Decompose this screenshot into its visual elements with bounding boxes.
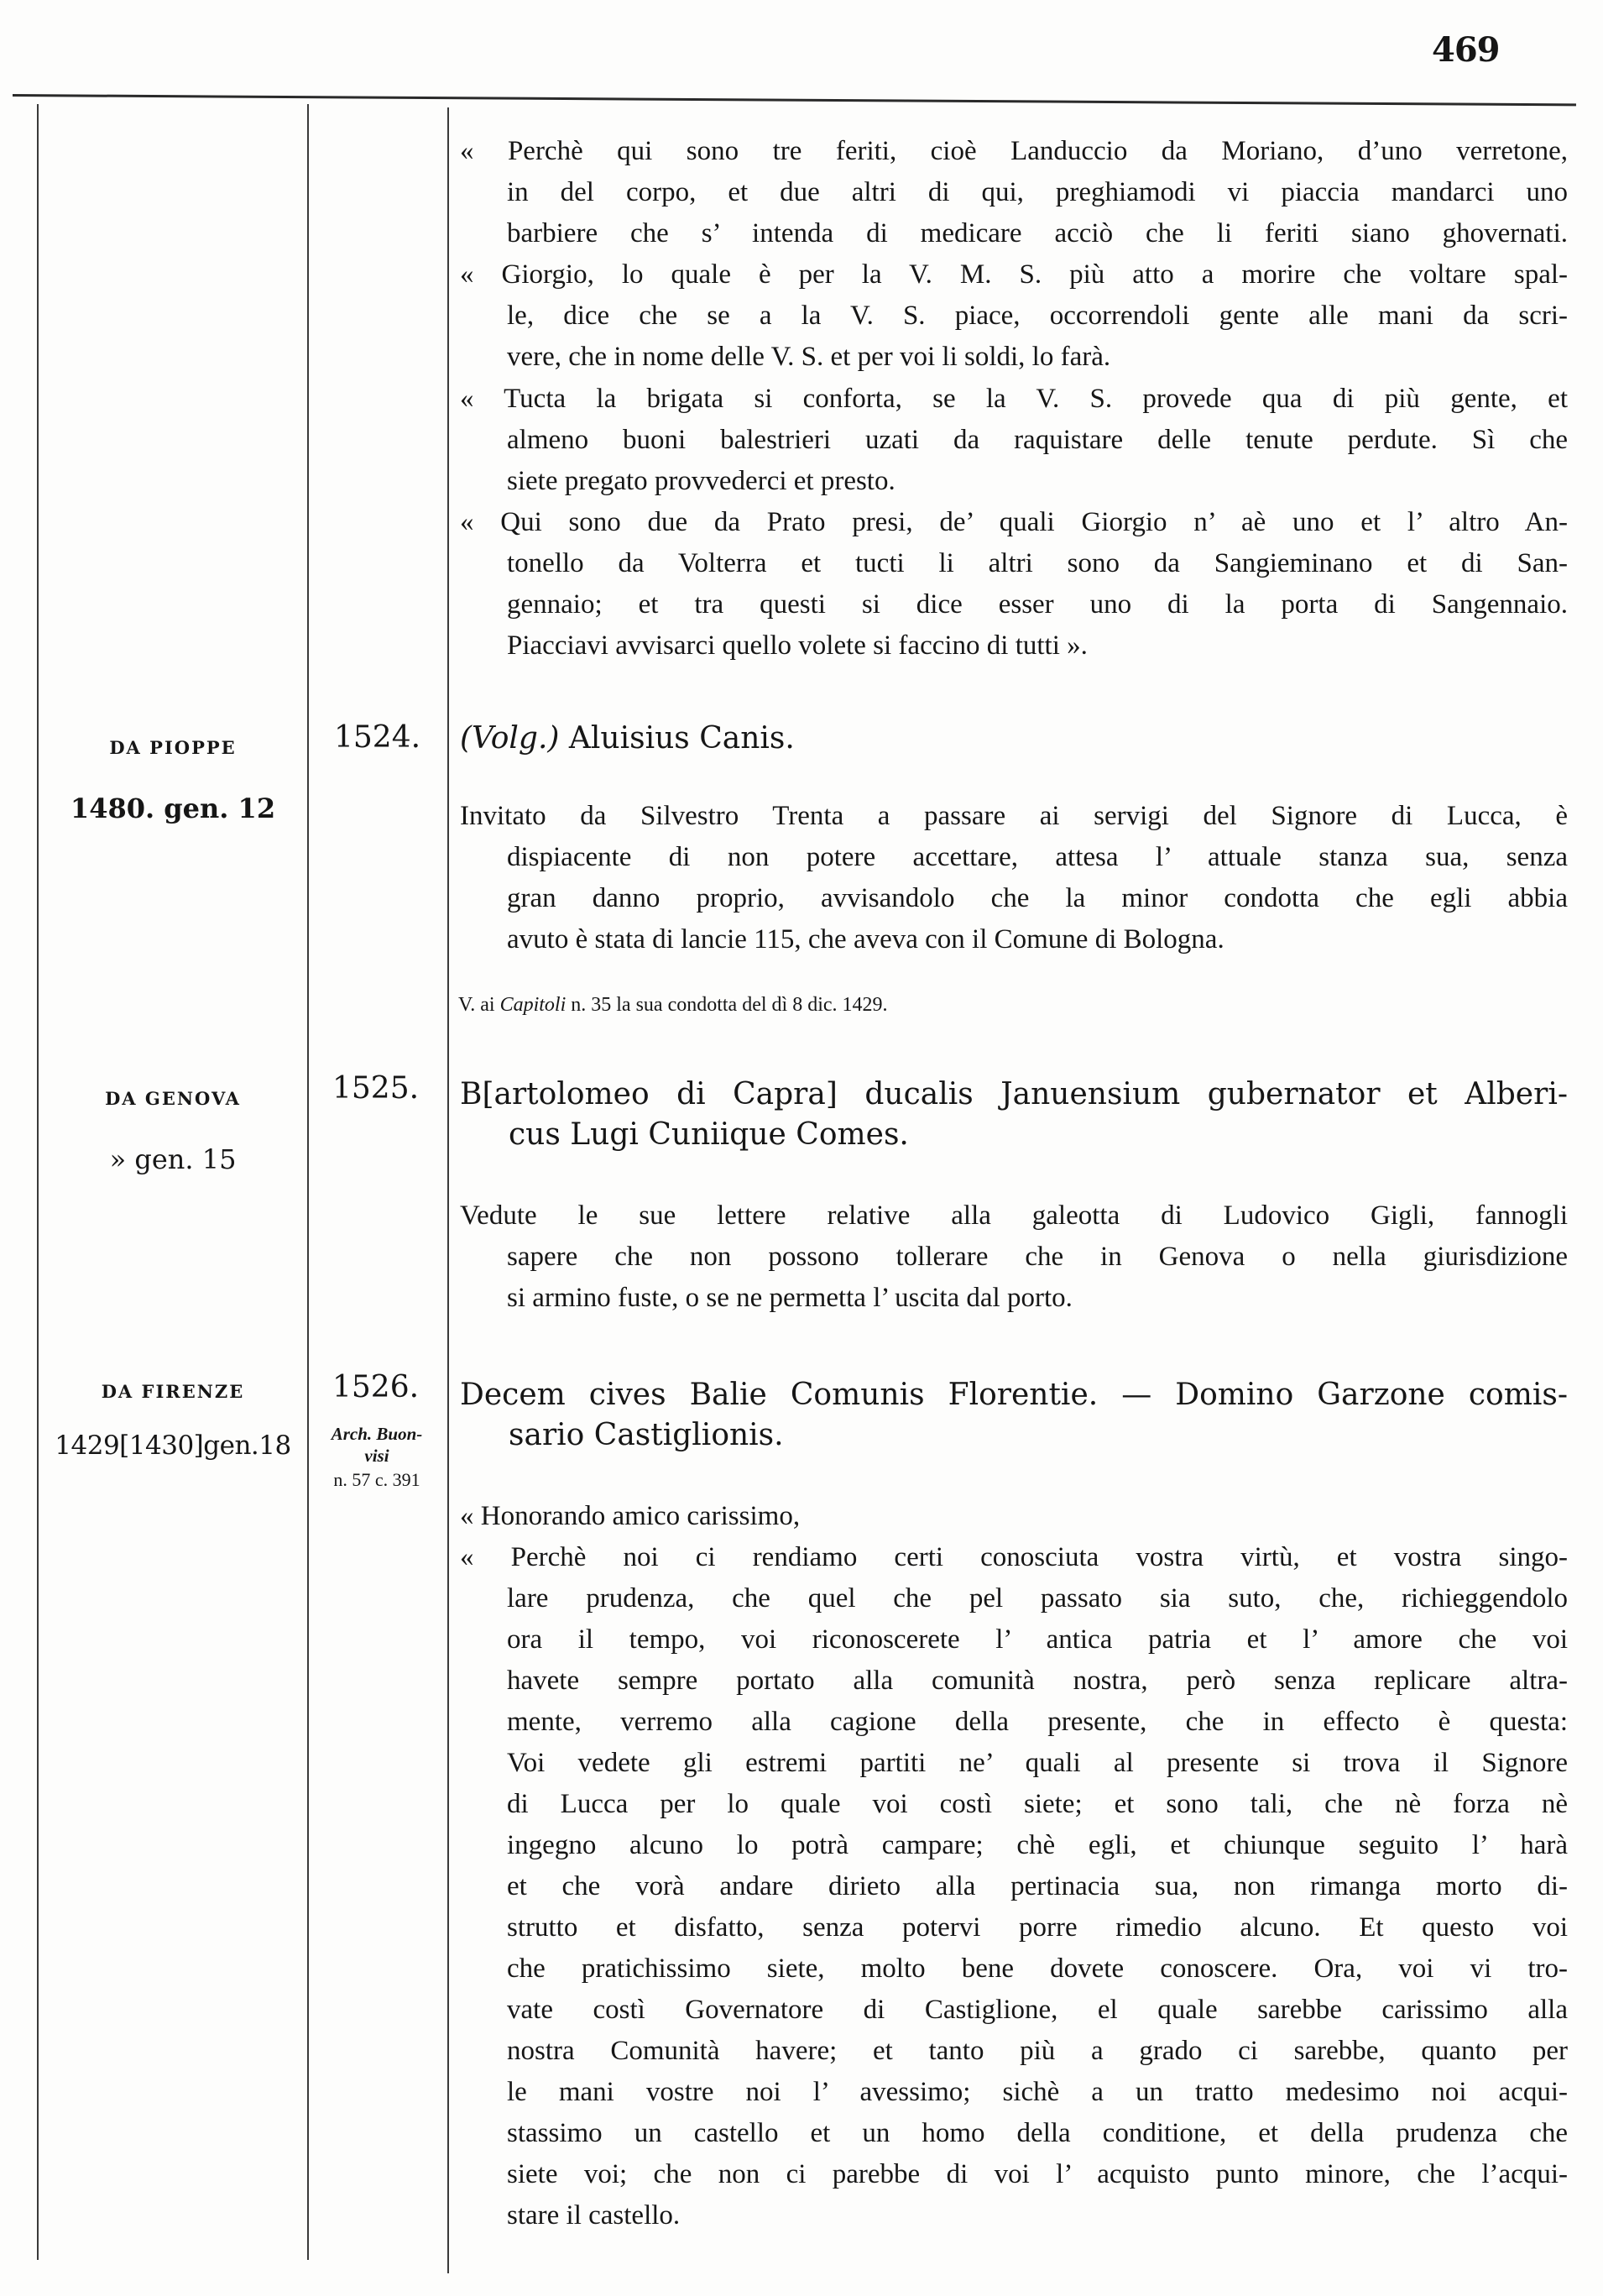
entry-heading: sario Castiglionis. xyxy=(509,1418,784,1452)
text-line: siete pregato provvederci et presto. xyxy=(507,466,895,496)
text-line: avuto è stata di lancie 115, che aveva con il Comune di Bologna. xyxy=(507,924,1224,954)
text-line: le mani vostre noi l’ avessimo; sichè a un tratto medesimo noi acqui- xyxy=(507,2077,1568,2107)
text-line: almeno buoni balestrieri uzati da raquistare delle tenute perdute. Sì che xyxy=(507,425,1568,455)
text-line: « Giorgio, lo quale è per la V. M. S. più atto a morire che voltare spal- xyxy=(460,259,1568,290)
heading-italic: (Volg.) xyxy=(460,721,560,756)
text-line: stare il castello. xyxy=(507,2200,681,2231)
text-line: lare prudenza, che quel che pel passato sia suto, che, richieggendolo xyxy=(507,1583,1568,1613)
column-rule-right xyxy=(447,107,449,2273)
entry-date: 1429[1430]gen.18 xyxy=(55,1430,291,1461)
entry-heading xyxy=(460,720,795,757)
entry-number: 1526. xyxy=(332,1370,420,1404)
text-line: « Tucta la brigata si conforta, se la V. S. provede qua di più gente, et xyxy=(460,384,1568,414)
entry-date: 1480. gen. 12 xyxy=(70,792,276,824)
text-line: havete sempre portato alla comunità nostra, però senza replicare altra- xyxy=(507,1666,1568,1696)
archive-ref-line2: visi xyxy=(364,1446,389,1466)
text-line: mente, verremo alla cagione della presente, che in effecto è questa: xyxy=(507,1707,1568,1737)
entry-number: 1525. xyxy=(332,1071,420,1106)
text-line: che pratichissimo siete, molto bene dovete conoscere. Ora, voi vi tro- xyxy=(507,1953,1568,1984)
text-line: di Lucca per lo quale voi costì siete; et sono tali, che nè forza nè xyxy=(507,1789,1568,1819)
text-line: siete voi; che non ci parebbe di voi l’ acquisto punto minore, che l’acqui- xyxy=(507,2159,1568,2189)
entry-origin: DA PIOPPE xyxy=(109,737,237,758)
text-line: vate costì Governatore di Castiglione, el quale sarebbe carissimo alla xyxy=(507,1995,1568,2025)
text-line: stassimo un castello et un homo della conditione, et della prudenza che xyxy=(507,2118,1568,2148)
text-line: Vedute le sue lettere relative alla galeotta di Ludovico Gigli, fannogli xyxy=(460,1200,1568,1231)
archive-ref-line3: n. 57 c. 391 xyxy=(333,1469,420,1490)
entry-origin: DA GENOVA xyxy=(105,1088,241,1109)
entry-heading: cus Lugi Cuniique Comes. xyxy=(509,1117,909,1152)
entry-number: 1524. xyxy=(334,720,421,755)
text-line: et che vorà andare dirieto alla pertinacia sua, non rimanga morto di- xyxy=(507,1871,1568,1901)
text-line: « Perchè qui sono tre feriti, cioè Landuccio da Moriano, d’uno verretone, xyxy=(460,136,1568,166)
archive-ref-line1: Arch. Buon- xyxy=(331,1424,423,1444)
column-rule-middle xyxy=(307,104,309,2260)
text-line: vere, che in nome delle V. S. et per voi li soldi, lo farà. xyxy=(507,342,1111,372)
text-line: tonello da Volterra et tucti li altri sono da Sangieminano et di San- xyxy=(507,548,1568,578)
page-number: 469 xyxy=(1432,30,1500,70)
text-line: strutto et disfatto, senza potervi porre rimedio alcuno. Et questo voi xyxy=(507,1912,1568,1943)
text-line: in del corpo, et due altri di qui, preghiamodi vi piaccia mandarci uno xyxy=(507,177,1568,207)
entry-heading: B[artolomeo di Capra] ducalis Januensium gubernator et Alberi- xyxy=(460,1077,1568,1111)
text-line: barbiere che s’ intenda di medicare acciò che li feriti siano ghovernati. xyxy=(507,218,1568,248)
text-line: dispiacente di non potere accettare, attesa l’ attuale stanza sua, senza xyxy=(507,842,1568,872)
entry-origin: DA FIRENZE xyxy=(101,1381,245,1402)
text-line: « Qui sono due da Prato presi, de’ quali Giorgio n’ aè uno et l’ altro An- xyxy=(460,507,1568,537)
note-prefix: V. ai xyxy=(458,994,500,1016)
header-rule xyxy=(13,94,1576,106)
text-line: Piacciavi avvisarci quello volete si faccino di tutti ». xyxy=(507,630,1088,661)
text-line: « Honorando amico carissimo, xyxy=(460,1501,801,1531)
entry-date: » gen. 15 xyxy=(109,1143,237,1175)
note-italic: Capitoli xyxy=(499,994,567,1016)
text-line: nostra Comunità havere; et tanto più a grado ci sarebbe, quanto per xyxy=(507,2036,1568,2066)
column-rule-left xyxy=(37,104,39,2260)
text-line: sapere che non possono tollerare che in Genova o nella giurisdizione xyxy=(507,1242,1568,1272)
text-line: Invitato da Silvestro Trenta a passare ai servigi del Signore di Lucca, è xyxy=(460,801,1568,831)
text-line: Voi vedete gli estremi partiti ne’ quali al presente si trova il Signore xyxy=(507,1748,1568,1778)
text-line: ora il tempo, voi riconoscerete l’ antica patria et l’ amore che voi xyxy=(507,1624,1568,1655)
text-line: « Perchè noi ci rendiamo certi conosciuta vostra virtù, et vostra singo- xyxy=(460,1542,1568,1572)
entry-note xyxy=(458,992,888,1017)
note-suffix: n. 35 la sua condotta del dì 8 dic. 1429. xyxy=(566,994,888,1016)
text-line: le, dice che se a la V. S. piace, occorrendoli gente alle mani da scri- xyxy=(507,301,1568,331)
text-line: si armino fuste, o se ne permetta l’ uscita dal porto. xyxy=(507,1283,1073,1313)
text-line: gennaio; et tra questi si dice esser uno di la porta di Sangennaio. xyxy=(507,589,1568,620)
entry-heading: Decem cives Balie Comunis Florentie. — Domino Garzone comis- xyxy=(460,1378,1568,1412)
text-line: gran danno proprio, avvisandolo che la minor condotta che egli abbia xyxy=(507,883,1568,913)
text-line: ingegno alcuno lo potrà campare; chè egli, et chiunque seguito l’ harà xyxy=(507,1830,1568,1860)
heading-text: Aluisius Canis. xyxy=(559,721,795,756)
